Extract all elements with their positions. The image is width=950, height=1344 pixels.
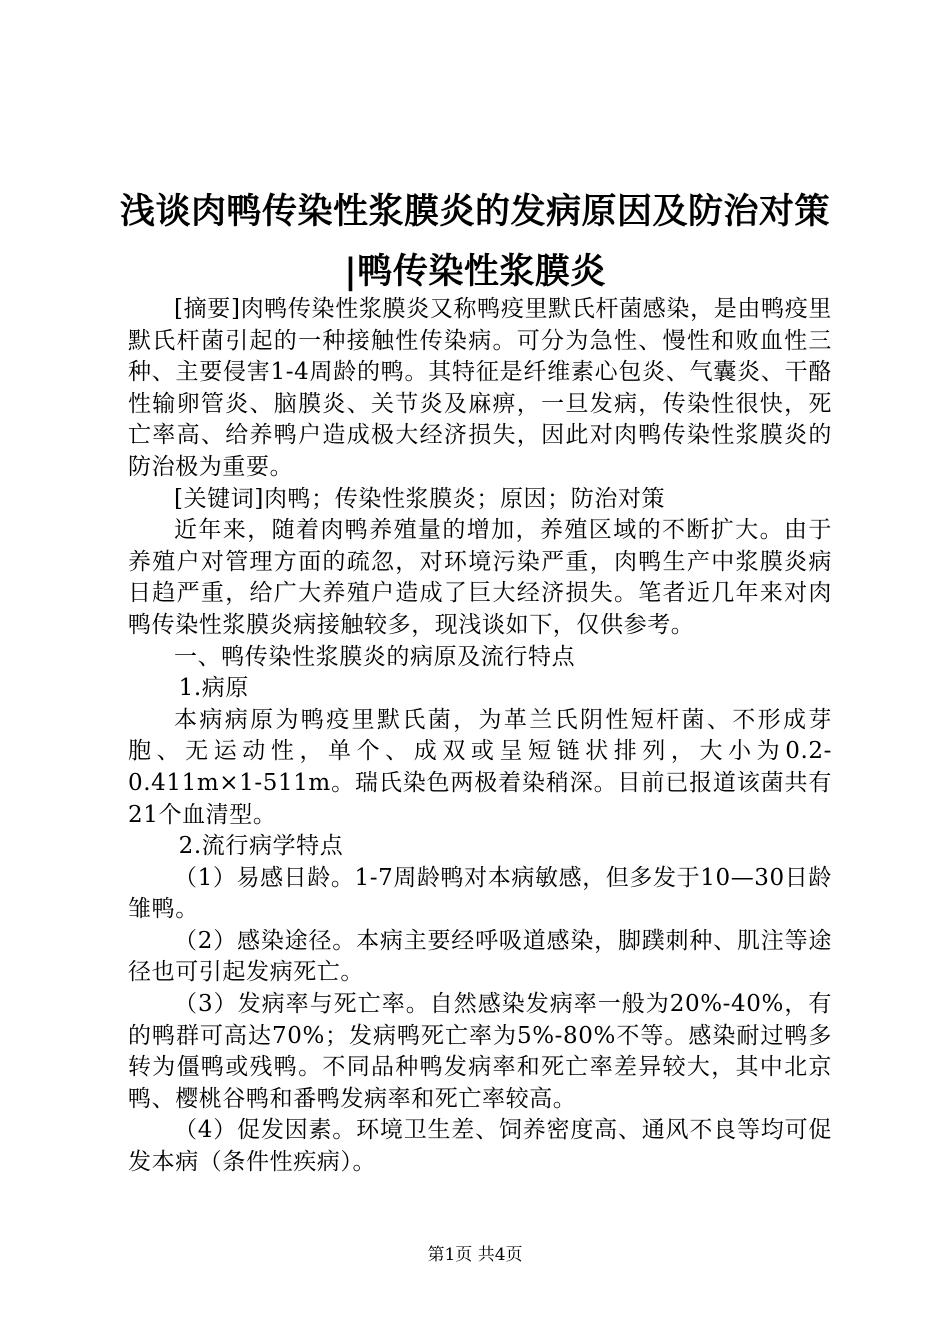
intro-paragraph: 近年来，随着肉鸭养殖量的增加，养殖区域的不断扩大。由于养殖户对管理方面的疏忽，对环境污染严重，肉鸭生产中浆膜炎病日趋严重，给广大养殖户造成了巨大经济损失。笔者近几年来对肉鸭传染性浆膜炎病接触较多，现浅谈如下，仅供参考。 <box>128 517 832 638</box>
subsection-heading-pathogen: 1.病原 <box>178 675 249 702</box>
abstract-paragraph: [摘要]肉鸭传染性浆膜炎又称鸭疫里默氏杆菌感染，是由鸭疫里默氏杆菌引起的一种接触性传染病。可分为急性、慢性和败血性三种、主要侵害1-4周龄的鸭。其特征是纤维素心包炎、气囊炎、干酪性输卵管炎、脑膜炎、关节炎及麻痹，一旦发病，传染性很快，死亡率高、给养鸭户造成极大经济损失，因此对肉鸭传染性浆膜炎的防治极为重要。 <box>128 296 832 480</box>
document-title-line-2: |鸭传染性浆膜炎 <box>344 251 606 292</box>
epidemiology-item-4: （4）促发因素。环境卫生差、饲养密度高、通风不良等均可促发本病（条件性疾病）。 <box>128 1117 832 1176</box>
document-body <box>128 294 832 1179</box>
keywords-paragraph: [关键词]肉鸭；传染性浆膜炎；原因；防治对策 <box>174 485 666 512</box>
epidemiology-item-2: （2）感染途径。本病主要经呼吸道感染，脚蹼刺种、肌注等途径也可引起发病死亡。 <box>128 927 832 986</box>
document-title-line-1: 浅谈肉鸭传染性浆膜炎的发病原因及防治对策 <box>119 191 830 232</box>
page-footer: 第1页 共4页 <box>427 1245 523 1265</box>
pathogen-paragraph: 本病病原为鸭疫里默氏菌，为革兰氏阴性短杆菌、不形成芽胞、无运动性，单个、成双或呈短链状排列，大小为0.2-0.411m×1-511m。瑞氏染色两极着染稍深。目前已报道该菌共有21个血清型。 <box>128 706 832 828</box>
subsection-heading-epidemiology: 2.流行病学特点 <box>178 833 344 860</box>
epidemiology-item-3: （3）发病率与死亡率。自然感染发病率一般为20%-40%，有的鸭群可高达70%；发病鸭死亡率为5%-80%不等。感染耐过鸭多转为僵鸭或残鸭。不同品种鸭发病率和死亡率差异较大，其中北京鸭、樱桃谷鸭和番鸭发病率和死亡率较高。 <box>128 991 832 1112</box>
epidemiology-item-1: （1）易感日龄。1-7周龄鸭对本病敏感，但多发于10—30日龄雏鸭。 <box>128 864 832 923</box>
section-heading-1: 一、鸭传染性浆膜炎的病原及流行特点 <box>174 643 576 670</box>
